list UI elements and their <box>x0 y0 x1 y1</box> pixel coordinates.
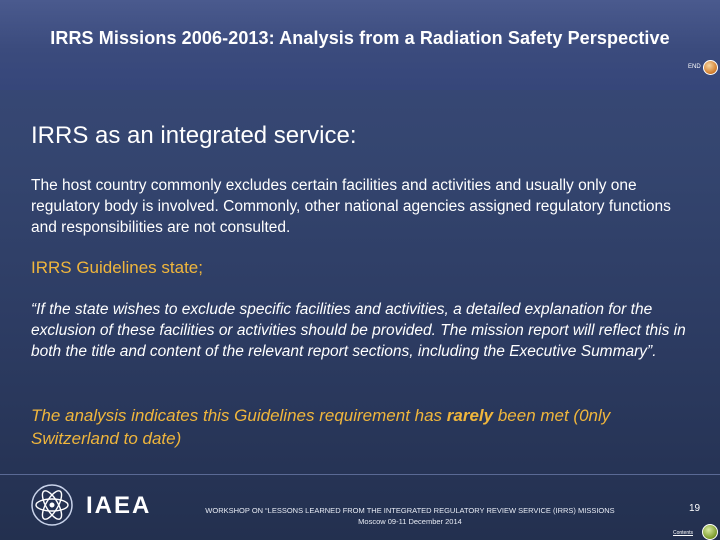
analysis-statement <box>31 404 701 450</box>
contents-link[interactable]: Contents <box>673 530 694 536</box>
workshop-caption <box>190 505 630 527</box>
analysis-text-end: been met (0nly Switzerland to date) <box>31 406 611 448</box>
body-paragraph: The host country commonly excludes certain facilities and activities and usually only one regulatory body is involved. Commonly, other national agencies assigned regulatory functions and responsibilities are not consulted. <box>31 177 671 236</box>
iaea-logo-text: IAEA <box>86 492 152 519</box>
analysis-text-start: The analysis indicates this Guidelines requirement has <box>31 406 447 425</box>
end-label: END <box>688 64 701 70</box>
end-button[interactable] <box>703 60 718 75</box>
page-number: 19 <box>689 503 701 514</box>
workshop-line-2: Moscow 09-11 December 2014 <box>358 517 462 526</box>
analysis-emphasis: rarely <box>446 406 494 425</box>
guidelines-heading: IRRS Guidelines state; <box>31 258 203 277</box>
footer-divider <box>0 474 720 475</box>
workshop-line-1: WORKSHOP ON “LESSONS LEARNED FROM THE INTEGRATED REGULATORY REVIEW SERVICE (IRRS) MISSIONS <box>205 506 615 515</box>
slide-title: IRRS Missions 2006-2013: Analysis from a Radiation Safety Perspective <box>50 28 670 48</box>
section-heading: IRRS as an integrated service: <box>31 122 357 149</box>
contents-button[interactable] <box>702 524 718 540</box>
iaea-atom-icon <box>30 483 74 527</box>
guidelines-quote: “If the state wishes to exclude specific facilities and activities, a detailed explanation for the exclusion of these facilities or activities should be provided. The mission report will reflect this in both the title and content of the relevant report sections, including the Executive Summary”. <box>31 301 686 360</box>
